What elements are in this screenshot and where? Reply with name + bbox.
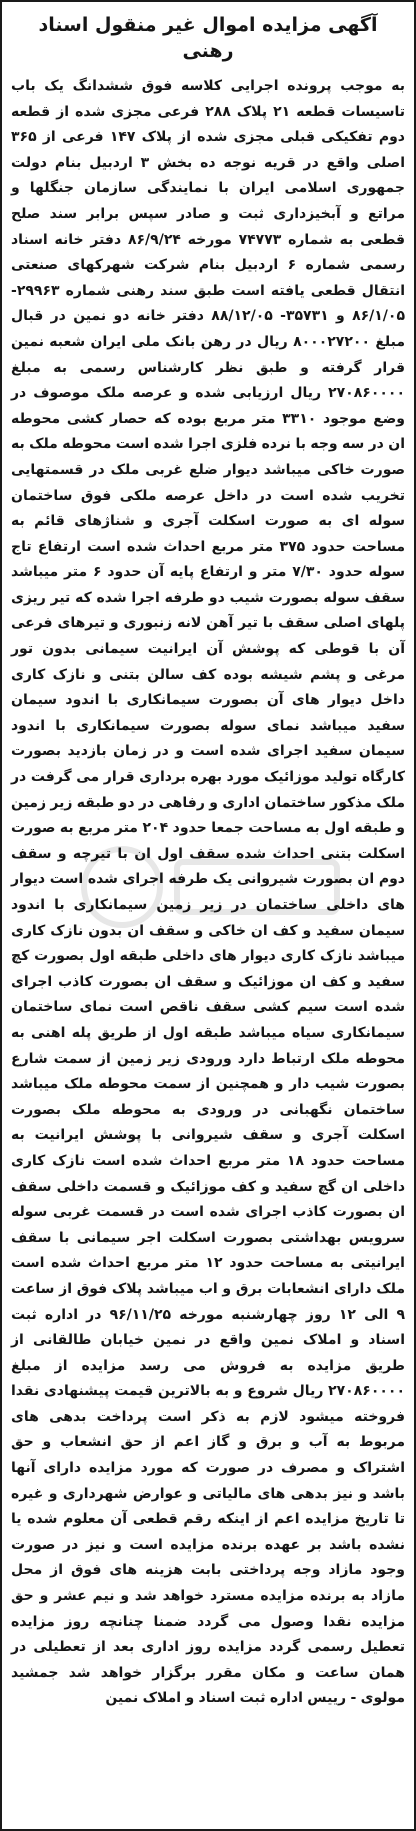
notice-title: آگهی مزایده اموال غیر منقول اسناد رهنی [38, 14, 378, 62]
notice-body: به موجب پرونده اجرایی کلاسه فوق ششدانگ یک باب تاسیسات قطعه ۲۱ پلاک ۲۸۸ فرعی مجزی شده از قطعه دوم تفکیکی قبلی مجزی شده از پلاک ۱۴۷ فرعی از ۳۶۵ اصلی واقع در قریه نوجه ده بخش ۳ اردبیل بنام دولت جمهوری اسلامی ایران با نمایندگی سازمان جنگلها و مراتع و آبخیزداری ثبت و صادر سپس برابر سند صلح قطعی به شماره ۷۴۷۷۳ مورخه ۸۶/۹/۲۴ دفتر خانه اسناد رسمی شماره ۶ اردبیل بنام شرکت شهرکهای صنعتی انتقال قطعی یافته است طبق سند رهنی شماره ۲۹۹۶۳- ۸۶/۱/۰۵ و ۳۵۷۳۱- ۸۸/۱۲/۰۵ دفتر خانه دو نمین در قبال مبلغ ۸۰۰۰۲۷۲۰۰ ریال در رهن بانک ملی ایران شعبه نمین قرار گرفته و طبق نظر کارشناس رسمی به مبلغ ۲۷۰۸۶۰۰۰۰ ریال ارزیابی شده و عرصه ملک موصوف در وضع موجود ۳۳۱۰ متر مربع بوده که حصار کشی محوطه ان در سه وجه با نرده فلزی اجرا شده است محوطه ملک به صورت خاکی میباشد دیوار ضلع غربی ملک در قسمتهایی تخریب شده است در داخل عرصه ملکی فوق ساختمان سوله ای به صورت اسکلت آجری و شناژهای قائم به مساحت حدود ۳۷۵ متر مربع احداث شده است ارتفاع تاج سوله حدود ۷/۳۰ متر و ارتفاع پایه آن حدود ۶ متر میباشد سقف سوله بصورت شیب دو طرفه اجرا شده که تیر ریزی پلهای اصلی سقف با تیر آهن لانه زنبوری و تیرهای فرعی آن با قوطی که پوشش آن ایرانیت سیمانی بدون تور مرغی و پشم شیشه بوده کف سالن بتنی و نازک کاری داخل دیوار های آن بصورت سیمانکاری با اندود سیمان سفید میباشد نمای سوله بصورت سیمانکاری با اندود سیمان سفید اجرای شده است و در زمان بازدید بصورت کارگاه تولید موزائیک مورد بهره برداری قرار می گرفت در ملک مذکور ساختمان اداری و رفاهی در دو طبقه زیر زمین و طبقه اول به مساحت جمعا حدود ۲۰۴ متر مربع به صورت اسکلت بتنی احداث شده سقف اول ان با تیرچه و سقف دوم ان بصورت شیروانی یک طرفه اجرای شده است دیوار های داخلی ساختمان در زیر زمین سیمانکاری با اندود سیمان سفید و کف ان خاکی و سقف ان بدون نازک کاری میباشد نازک کاری دیوار های داخلی طبقه اول بصورت کچ سفید و کف ان موزائیک و سقف ان بصورت کاذب اجرای شده است سیم کشی سقف ناقص است نمای ساختمان سیمانکاری سیاه میباشد طبقه اول از طریق پله اهنی به محوطه ملک ارتباط دارد ورودی زیر زمین از سمت شارع بصورت شیب دار و همچنین از سمت محوطه ملک میباشد ساختمان نگهبانی در ورودی به محوطه ملک بصورت اسکلت آجری و سقف شیروانی با پوشش ایرانیت به مساحت حدود ۱۸ متر مربع احداث شده است نازک کاری داخلی ان گچ سفید و کف موزائیک و قسمت داخلی سقف ان بصورت کاذب اجرای شده است در قسمت غربی سوله سرویس بهداشتی بصورت اسکلت اجر سیمانی با سقف ایرانیتی به مساحت حدود ۱۲ متر مربع احداث شده است ملک دارای انشعابات برق و اب میباشد پلاک فوق از ساعت ۹ الی ۱۲ روز چهارشنبه مورخه ۹۶/۱۱/۲۵ در اداره ثبت اسناد و املاک نمین واقع در نمین خیابان طالقانی از طریق مزایده به فروش می رسد مزایده از مبلغ ۲۷۰۸۶۰۰۰۰ ریال شروع و به بالاترین قیمت پیشنهادی نقدا فروخته میشود لازم به ذکر است پرداخت بدهی های مربوط به آب و برق و گاز اعم از حق انشعاب و حق اشتراک و مصرف در صورت که مورد مزایده دارای آنها باشد و نیز بدهی های مالیاتی و عوارض شهرداری و غیره تا تاریخ مزایده اعم از اینکه رقم قطعی آن معلوم شده یا نشده باشد بر عهده برنده مزایده است و نیز در صورت وجود مازاد وجه پرداختی بابت هزینه های فوق از محل مازاد به برنده مزایده مسترد خواهد شد و نیم عشر و حق مزایده نقدا وصول می گردد ضمنا چنانچه روز مزایده تعطیل رسمی گردد مزایده روز اداری بعد از تعطیلی در همان ساعت و مکان مقرر برگزار خواهد شد جمشید مولوی - رییس اداره ثبت اسناد و املاک نمین [10, 78, 406, 1707]
